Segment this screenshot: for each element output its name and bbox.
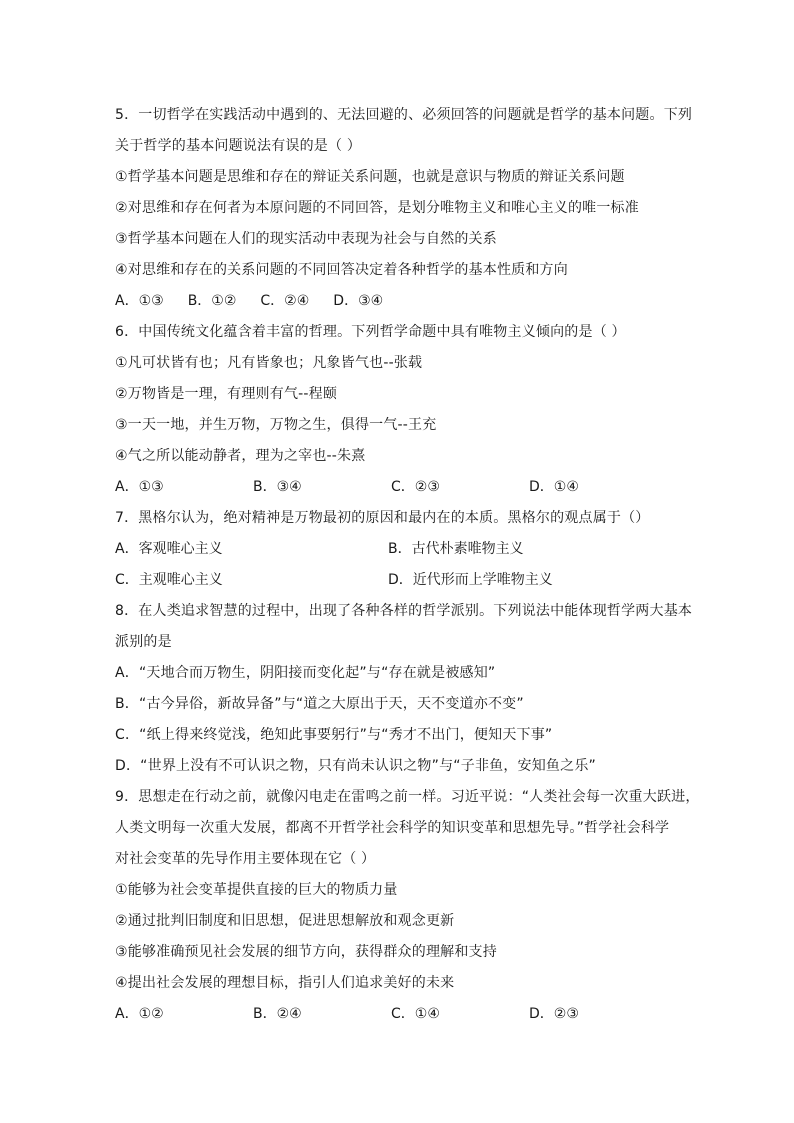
option-d: D．③④ (333, 293, 384, 309)
answer-options (115, 472, 685, 503)
question-stem: 6．中国传统文化蕴含着丰富的哲理。下列哲学命题中具有唯物主义倾向的是（ ） (115, 324, 626, 340)
option-a: A．客观唯心主义 (115, 541, 223, 557)
answer-options-row-2 (115, 565, 685, 596)
option-a: A．①③ (115, 479, 164, 495)
option-d: D．近代形而上学唯物主义 (388, 572, 553, 588)
option-a: A．①③ (115, 293, 164, 309)
question-stem: 关于哲学的基本问题说法有误的是（ ） (115, 138, 362, 154)
answer-options (115, 999, 685, 1030)
statement-item: ②对思维和存在何者为本原问题的不同回答，是划分唯物主义和唯心主义的唯一标准 (115, 200, 639, 216)
statement-item: ②通过批判旧制度和旧思想，促进思想解放和观念更新 (115, 913, 455, 929)
question-6 (115, 317, 685, 503)
question-stem: 5．一切哲学在实践活动中遇到的、无法回避的、必须回答的问题就是哲学的基本问题。下列 (115, 107, 693, 123)
question-5 (115, 100, 693, 317)
document-page (115, 100, 700, 1030)
question-stem: 8．在人类追求智慧的过程中，出现了各种各样的哲学派别。下列说法中能体现哲学两大基本 (115, 603, 693, 619)
option-b: B．古代朴素唯物主义 (388, 541, 524, 557)
statement-item: ③一天一地，并生万物，万物之生，俱得一气--王充 (115, 417, 437, 433)
statement-item: ①哲学基本问题是思维和存在的辩证关系问题，也就是意识与物质的辩证关系问题 (115, 169, 625, 185)
statement-item: ①凡可状皆有也；凡有皆象也；凡象皆气也--张载 (115, 355, 423, 371)
question-8 (115, 596, 693, 782)
option-b: B．①② (187, 293, 237, 309)
option-a: A．“天地合而万物生，阴阳接而变化起”与“存在就是被感知” (115, 665, 496, 681)
option-c: C．“纸上得来终觉浅，绝知此事要躬行”与“秀才不出门，便知天下事” (115, 727, 553, 743)
option-c: C．①④ (391, 1006, 440, 1022)
statement-item: ④提出社会发展的理想目标，指引人们追求美好的未来 (115, 975, 455, 991)
question-9 (115, 782, 700, 1030)
question-stem: 派别的是 (115, 634, 172, 650)
statement-item: ④气之所以能动静者，理为之宰也--朱熹 (115, 448, 366, 464)
option-b: B．③④ (253, 479, 302, 495)
statement-item: ④对思维和存在的关系问题的不同回答决定着各种哲学的基本性质和方向 (115, 262, 568, 278)
answer-options-row-1 (115, 534, 685, 565)
question-stem: 人类文明每一次重大发展，都离不开哲学社会科学的知识变革和思想先导。”哲学社会科学 (115, 820, 670, 836)
statement-item: ②万物皆是一理，有理则有气--程颐 (115, 386, 338, 402)
statement-item: ③能够准确预见社会发展的细节方向，获得群众的理解和支持 (115, 944, 497, 960)
option-d: D．②③ (529, 1006, 579, 1022)
option-c: C．②③ (391, 479, 440, 495)
question-7 (115, 503, 685, 596)
question-stem: 对社会变革的先导作用主要体现在它（ ） (115, 851, 376, 867)
option-a: A．①② (115, 1006, 164, 1022)
option-c: C．主观唯心主义 (115, 572, 223, 588)
option-d: D．“世界上没有不可认识之物，只有尚未认识之物”与“子非鱼，安知鱼之乐” (115, 758, 596, 774)
question-stem: 9．思想走在行动之前，就像闪电走在雷鸣之前一样。习近平说：“人类社会每一次重大跃进， (115, 789, 700, 805)
option-c: C．②④ (260, 293, 310, 309)
option-b: B．“古今异俗，新故异备”与“道之大原出于天，天不变道亦不变” (115, 696, 524, 712)
statement-item: ③哲学基本问题在人们的现实活动中表现为社会与自然的关系 (115, 231, 497, 247)
answer-options (115, 286, 685, 317)
question-stem: 7．黑格尔认为，绝对精神是万物最初的原因和最内在的本质。黑格尔的观点属于（） (115, 510, 650, 526)
statement-item: ①能够为社会变革提供直接的巨大的物质力量 (115, 882, 398, 898)
option-b: B．②④ (253, 1006, 302, 1022)
option-d: D．①④ (529, 479, 579, 495)
